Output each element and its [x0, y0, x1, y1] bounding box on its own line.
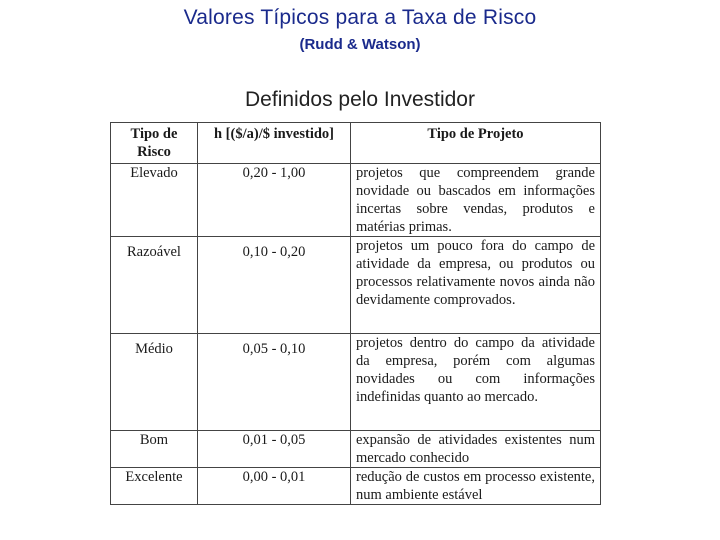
- project-cell: redução de custos em processo existente, num ambiente estável: [351, 468, 601, 505]
- risk-rate-table: [110, 122, 601, 505]
- project-cell: projetos um pouco fora do campo de atividade da empresa, ou produtos ou processos relativamente novos ainda não devidamente comprovados.: [351, 237, 601, 334]
- risk-cell: Bom: [111, 431, 198, 468]
- table-row: [111, 468, 601, 505]
- project-cell: expansão de atividades existentes num mercado conhecido: [351, 431, 601, 468]
- header-risk-type: Tipo de Risco: [111, 123, 198, 164]
- project-cell: projetos que compreendem grande novidade ou bascados em informações incertas sobre vendas, produtos e matérias primas.: [351, 164, 601, 237]
- table-row: [111, 334, 601, 431]
- slide-subtitle: (Rudd & Watson): [299, 36, 421, 53]
- header-h-value: h [($/a)/$ investido]: [198, 123, 351, 164]
- table-row: [111, 164, 601, 237]
- slide-title: Valores Típicos para a Taxa de Risco: [183, 6, 537, 29]
- h-range-cell: 0,20 - 1,00: [198, 164, 351, 237]
- risk-cell: Excelente: [111, 468, 198, 505]
- h-range-cell: 0,01 - 0,05: [198, 431, 351, 468]
- h-range-cell: 0,00 - 0,01: [198, 468, 351, 505]
- section-heading: Definidos pelo Investidor: [245, 88, 475, 111]
- risk-cell: Elevado: [111, 164, 198, 237]
- header-project-type: Tipo de Projeto: [351, 123, 601, 164]
- table-row: [111, 431, 601, 468]
- table-row: [111, 237, 601, 334]
- table-header-row: [111, 123, 601, 164]
- project-cell: projetos dentro do campo da atividade da empresa, porém com algumas novidades ou com informações indefinidas quanto ao mercado.: [351, 334, 601, 431]
- h-range-cell: 0,05 - 0,10: [198, 334, 351, 431]
- risk-cell: Médio: [111, 334, 198, 431]
- risk-cell: Razoável: [111, 237, 198, 334]
- h-range-cell: 0,10 - 0,20: [198, 237, 351, 334]
